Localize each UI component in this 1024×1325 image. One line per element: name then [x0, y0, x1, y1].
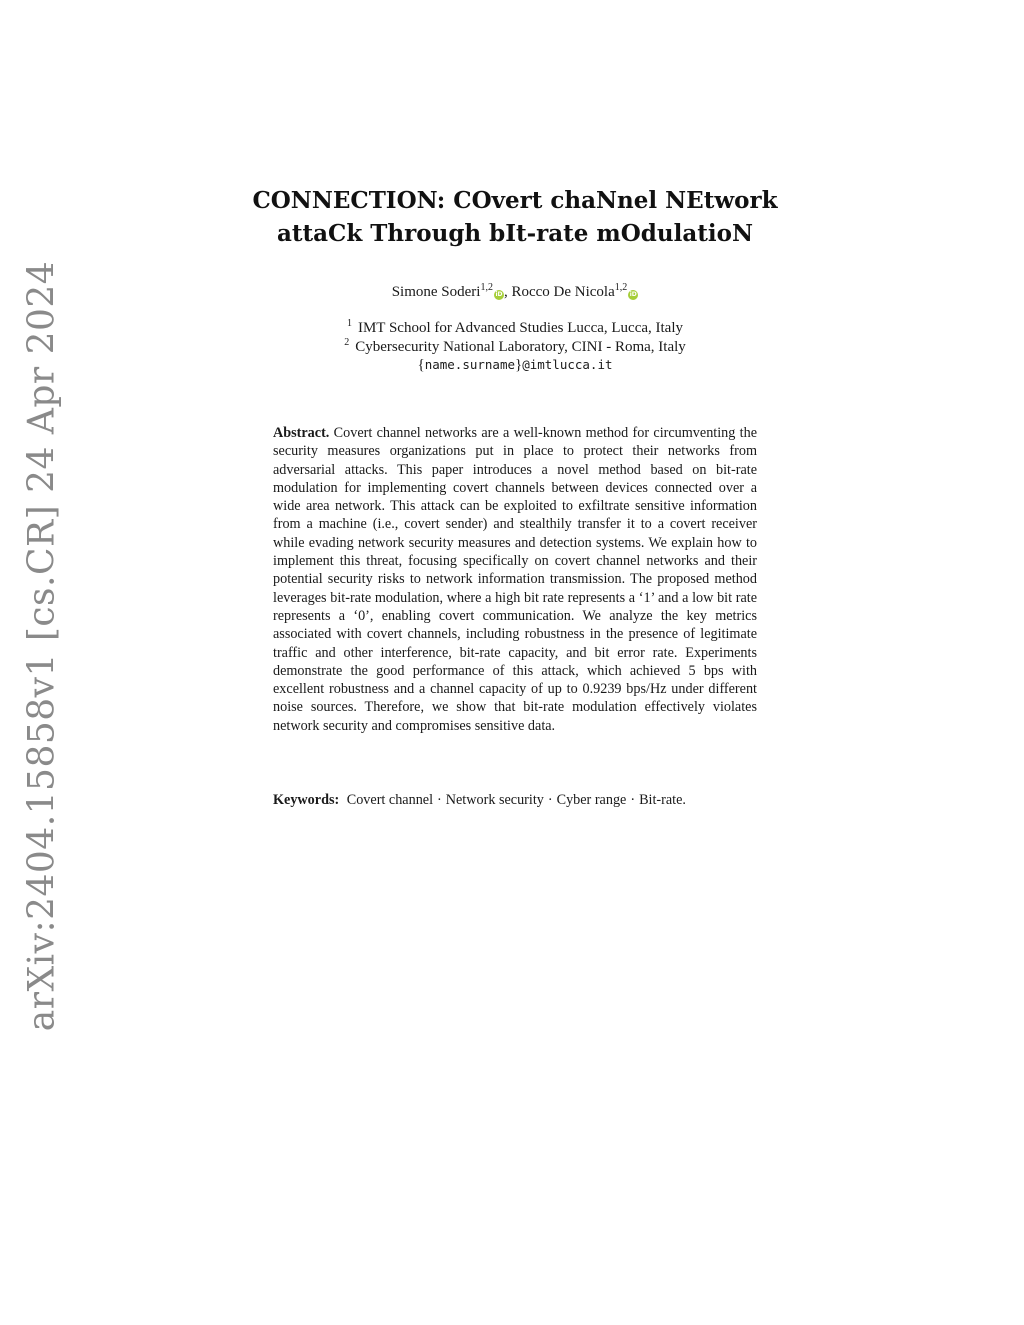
keyword-separator: ·	[437, 792, 442, 808]
title-line-2: attaCk Through bIt-rate mOdulatioN	[277, 220, 753, 247]
keyword-item: Covert channel	[346, 792, 434, 808]
author-name: Rocco De Nicola	[511, 284, 615, 300]
abstract-label: Abstract.	[273, 425, 330, 441]
author-affiliation-marker: 1,2	[614, 282, 628, 293]
email-brace-open: {	[417, 357, 425, 373]
arxiv-identifier-stamp: arXiv:2404.15858v1 [cs.CR] 24 Apr 2024	[21, 260, 63, 1032]
abstract-text: Covert channel networks are a well-known method for circumventing the security measures organizations put in place to protect their networks from adversarial attacks. This paper introduces a novel method based on bit-rate modulation for implementing covert channels between devices connected over a wide area network. This attack can be exploited to exfiltrate sensitive information from a machine (i.e., covert sender) and stealthily transfer it to a covert receiver while evading network security measures and detection systems. We explain how to implement this threat, focusing specifically on covert channel networks and their potential security risks to network information transmission. The proposed method leverages bit-rate modulation, where a high bit rate represents a ‘1’ and a low bit rate represents a ‘0’, enabling covert communication. We analyze the key metrics associated with covert channels, including robustness in the presence of legitimate traffic and other interference, bit-rate capacity, and bit error rate. Experiments demonstrate the good performance of this attack, which achieved 5 bps with excellent robustness and a channel capacity of up to 0.9239 bps/Hz under different noise sources. Therefore, we show that bit-rate modulation effectively violates network security and compromises sensitive data.	[273, 425, 758, 734]
title-line-1: CONNECTION: COvert chaNnel NEtwork	[252, 187, 778, 214]
keywords	[273, 791, 757, 809]
affiliation-2	[200, 337, 830, 356]
email-user: name.surname	[424, 357, 515, 372]
keyword-item: Network security	[445, 792, 544, 808]
paper-title	[200, 184, 830, 250]
keyword-item: Cyber range	[556, 792, 627, 808]
contact-email	[200, 357, 830, 374]
author-name: Simone Soderi	[391, 284, 481, 300]
author-affiliation-marker: 1,2	[480, 282, 493, 293]
affiliation-text: IMT School for Advanced Studies Lucca, Lucca, Italy	[357, 320, 684, 336]
keyword-separator: ·	[630, 792, 636, 808]
affiliation-number: 2	[344, 337, 350, 348]
email-brace-close: }	[515, 357, 523, 373]
abstract	[273, 424, 757, 735]
keywords-label: Keywords:	[273, 792, 340, 808]
keyword-separator: ·	[547, 792, 553, 808]
orcid-icon[interactable]: iD	[495, 291, 503, 298]
affiliation-1	[200, 318, 830, 337]
author-list	[200, 282, 830, 301]
author-separator: ,	[503, 284, 512, 300]
orcid-icon[interactable]: iD	[629, 291, 637, 298]
affiliation-number: 1	[346, 318, 352, 329]
email-domain: @imtlucca.it	[522, 357, 613, 372]
keyword-item: Bit-rate.	[639, 792, 686, 808]
affiliation-text: Cybersecurity National Laboratory, CINI - Roma, Italy	[355, 339, 686, 355]
